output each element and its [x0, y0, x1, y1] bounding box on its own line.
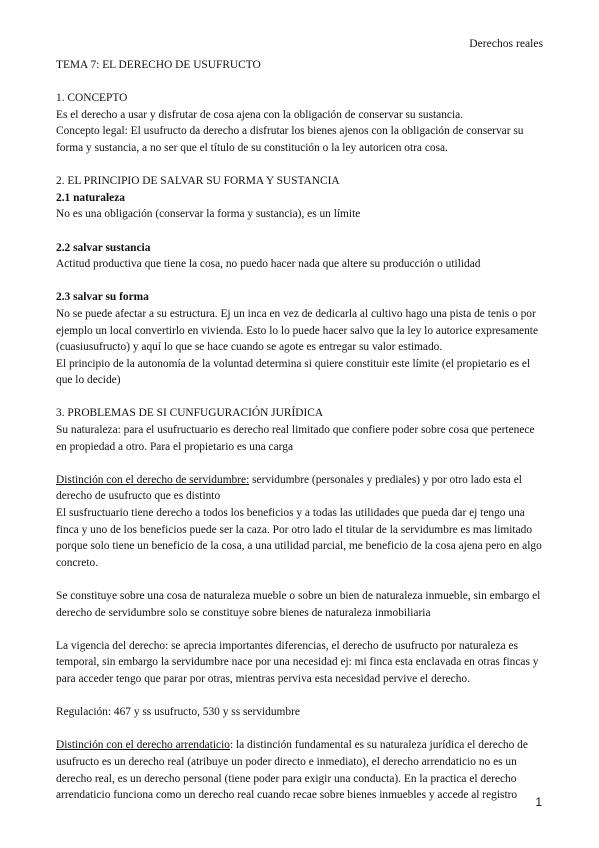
document-body	[56, 57, 546, 804]
subsection-2-3-heading: 2.3 salvar su forma	[56, 291, 149, 304]
subsection-2-3-paragraph: El principio de la autonomía de la voluntad determina si quiere constituir este límite (el propietario es el que lo decide)	[56, 357, 531, 387]
servidumbre-paragraph-2: El susfructuario tiene derecho a todos los beneficios y a todas las utilidades que pueda dar ej tengo una finca y uno de los beneficios puede ser la caza. Por otro lado el titular de la servidumbre es mas limitado porque solo tiene un beneficio de la cosa, a una utilidad parcial, me beneficio de la cosa ajena pero en algo concreto.	[56, 507, 542, 569]
section-1-legal-concept: Concepto legal: El usufructo da derecho a disfrutar los bienes ajenos con la obligación de conservar su forma y sustancia, a no ser que el título de su constitución o la ley autoricen otra cosa.	[56, 125, 524, 154]
servidumbre-paragraph-3: Se constituye sobre una cosa de naturaleza mueble o sobre un bien de naturaleza inmueble, sin embargo el derecho de servidumbre solo se constituye sobre bienes de naturaleza inmobiliaria	[56, 590, 541, 619]
document-title: TEMA 7: EL DERECHO DE USUFRUCTO	[56, 59, 261, 71]
servidumbre-paragraph	[56, 472, 546, 505]
section-2-heading: 2. EL PRINCIPIO DE SALVAR SU FORMA Y SUSTANCIA	[56, 175, 340, 188]
section-3-paragraph: Su naturaleza: para el usufructuario es derecho real limitado que confiere poder sobre cosa que pertenece en propiedad a otro. Para el propietario es una carga	[56, 424, 535, 453]
subsection-2-1-text: No es una obligación (conservar la forma y sustancia), es un límite	[56, 208, 361, 221]
servidumbre-text: servidumbre (personales y prediales) y por otro lado esta el derecho de usufructo que es distinto	[56, 473, 522, 503]
subsection-2-2-heading: 2.2 salvar sustancia	[56, 241, 151, 254]
section-1-paragraph: Es el derecho a usar y disfrutar de cosa ajena con la obligación de conservar su sustancia.	[56, 108, 464, 121]
section-1-heading: 1. CONCEPTO	[56, 92, 128, 105]
page-number: 1	[535, 795, 542, 809]
subsection-2-1-heading: 2.1 naturaleza	[56, 191, 125, 204]
running-header: Derechos reales	[469, 37, 543, 50]
subsection-2-3-paragraph: No se puede afectar a su estructura. Ej un inca en vez de dedicarla al cultivo hago una pista de tenis o por ejemplo un local convertirlo en vivienda. Esto lo lo puede hacer salvo que la ley lo autorice expresamente (cuasiusufructo) y aquí lo que se hace cuando se agote es entregar su valor estimado.	[56, 307, 539, 354]
regulation-line: Regulación: 467 y ss usufructo, 530 y ss servidumbre	[56, 706, 300, 719]
arrendaticio-text: : la distinción fundamental es su naturaleza jurídica el derecho de usufructo es un derecho real (atribuye un poder directo e inmediato), el derecho arrendaticio no es un derecho real, es un derecho personal (tiene poder para exigir una conducta). En la practica el derecho arrendaticio funciona como un derecho real cuando recae sobre bienes inmuebles y accede al registro	[56, 739, 528, 802]
arrendaticio-label: Distinción con el derecho arrendaticio	[56, 739, 230, 752]
subsection-2-2-text: Actitud productiva que tiene la cosa, no puedo hacer nada que altere su producción o utilidad	[56, 258, 481, 271]
servidumbre-paragraph-4: La vigencia del derecho: se aprecia importantes diferencias, el derecho de usufructo por naturaleza es temporal, sin embargo la servidumbre nace por una necesidad ej: mi finca esta enclavada en otras fincas y para acceder tengo que parar por otras, mientras perviva esta necesidad pervive el derecho.	[56, 639, 539, 685]
servidumbre-label: Distinción con el derecho de servidumbre:	[56, 473, 250, 486]
arrendaticio-paragraph	[56, 737, 546, 803]
section-3-heading: 3. PROBLEMAS DE SI CUNFUGURACIÓN JURÍDICA	[56, 407, 324, 420]
